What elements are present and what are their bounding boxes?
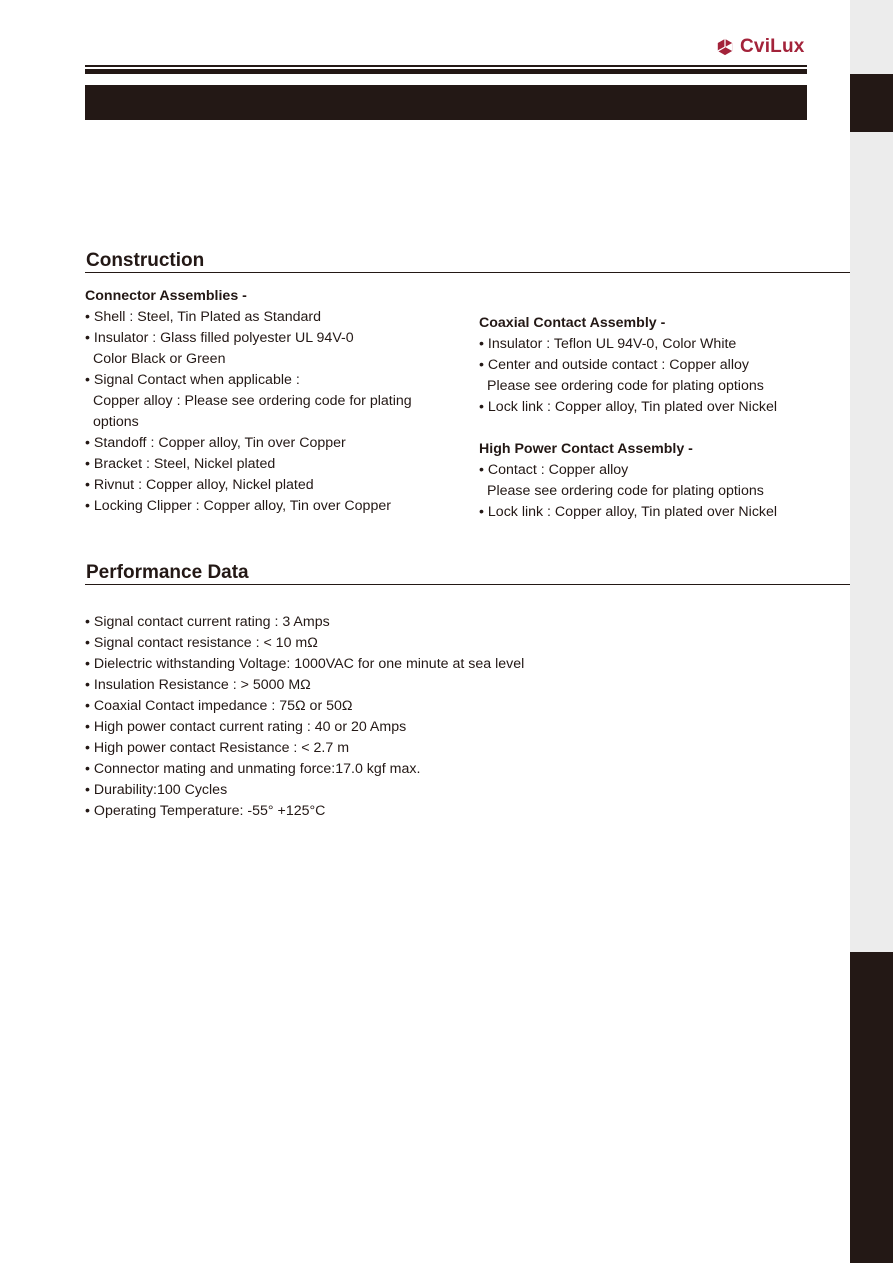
list-item: Please see ordering code for plating options (487, 378, 764, 394)
header-rule-thick (85, 69, 807, 74)
list-item: • High power contact current rating : 40 or 20 Amps (85, 719, 407, 735)
list-item: options (93, 414, 139, 430)
list-item: • Contact : Copper alloy (479, 462, 629, 478)
list-item: • Signal Contact when applicable : (85, 372, 300, 388)
list-item: Copper alloy : Please see ordering code for plating (93, 393, 412, 409)
brand-logo (716, 36, 805, 58)
list-item: • Connector mating and unmating force:17.0 kgf max. (85, 761, 421, 777)
list-item: • High power contact Resistance : < 2.7 m (85, 740, 350, 756)
cvilux-logo-icon (716, 38, 734, 56)
list-item: • Signal contact current rating : 3 Amps (85, 614, 330, 630)
list-item: • Shell : Steel, Tin Plated as Standard (85, 309, 322, 325)
high-power-contact-assembly (479, 439, 824, 523)
performance-list (85, 612, 524, 822)
connector-heading: Connector Assemblies - (85, 288, 247, 304)
side-tab-top (850, 74, 893, 132)
list-item: • Center and outside contact : Copper alloy (479, 357, 749, 373)
construction-divider (85, 272, 850, 273)
construction-title: Construction (86, 250, 205, 271)
high-power-heading: High Power Contact Assembly - (479, 441, 693, 457)
list-item: • Insulator : Teflon UL 94V-0, Color White (479, 336, 737, 352)
list-item: • Operating Temperature: -55° +125°C (85, 803, 326, 819)
performance-title: Performance Data (86, 562, 249, 583)
list-item: • Insulation Resistance : > 5000 MΩ (85, 677, 311, 693)
list-item: • Durability:100 Cycles (85, 782, 228, 798)
header-title-bar (85, 85, 807, 120)
brand-name: CviLux (740, 36, 805, 57)
list-item: • Insulator : Glass filled polyester UL 94V-0 (85, 330, 354, 346)
connector-assemblies (85, 286, 455, 517)
header-rule-thin (85, 65, 807, 67)
list-item: Please see ordering code for plating options (487, 483, 764, 499)
list-item: Color Black or Green (93, 351, 226, 367)
list-item: • Standoff : Copper alloy, Tin over Copper (85, 435, 346, 451)
coaxial-heading: Coaxial Contact Assembly - (479, 315, 666, 331)
side-tab-bottom (850, 952, 893, 1263)
list-item: • Lock link : Copper alloy, Tin plated over Nickel (479, 399, 778, 415)
coaxial-contact-assembly (479, 313, 824, 418)
performance-divider (85, 584, 850, 585)
list-item: • Dielectric withstanding Voltage: 1000VAC for one minute at sea level (85, 656, 525, 672)
list-item: • Signal contact resistance : < 10 mΩ (85, 635, 318, 651)
list-item: • Locking Clipper : Copper alloy, Tin over Copper (85, 498, 391, 514)
list-item: • Rivnut : Copper alloy, Nickel plated (85, 477, 314, 493)
list-item: • Lock link : Copper alloy, Tin plated over Nickel (479, 504, 778, 520)
list-item: • Bracket : Steel, Nickel plated (85, 456, 276, 472)
list-item: • Coaxial Contact impedance : 75Ω or 50Ω (85, 698, 353, 714)
